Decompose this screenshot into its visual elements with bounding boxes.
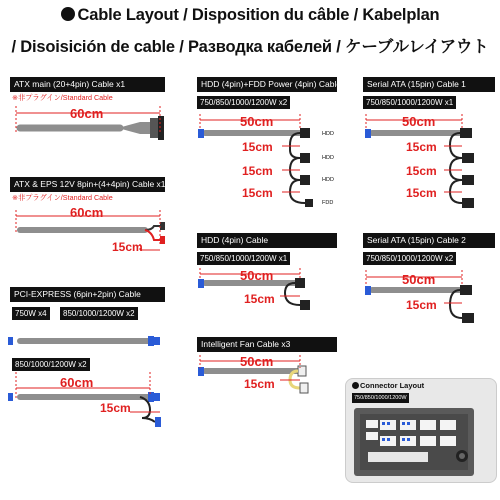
atx-main-length: 60cm bbox=[70, 106, 104, 121]
pcie-header: PCI-EXPRESS (6pin+2pin) Cable bbox=[10, 287, 165, 301]
page-title-line2: / Disoisición de cable / Разводка кабелей / ケーブルレイアウト bbox=[11, 38, 489, 56]
hdd-fdd-conn1-label: HDD bbox=[322, 131, 334, 137]
sata1-length-b2: 15cm bbox=[406, 164, 437, 178]
sata1-header: Serial ATA (15pin) Cable 1 bbox=[363, 77, 495, 91]
hdd-fdd-spec: 750/850/1000/1200W x2 bbox=[197, 96, 290, 109]
pcie-cable-1 bbox=[8, 336, 160, 346]
atx-main-underline bbox=[10, 91, 165, 92]
atx-eps-length-main: 60cm bbox=[70, 205, 104, 220]
sata1-underline bbox=[363, 91, 495, 92]
sata2-header: Serial ATA (15pin) Cable 2 bbox=[363, 233, 495, 247]
pcie-spec-850-a: 850/1000/1200W x2 bbox=[60, 307, 138, 320]
hdd-fdd-length-b2: 15cm bbox=[242, 164, 273, 178]
sata1-length-b1: 15cm bbox=[406, 140, 437, 154]
connector-layout-spec: 750/850/1000/1200W bbox=[354, 395, 407, 401]
atx-eps-header: ATX & EPS 12V 8pin+(4+4pin) Cable x1 bbox=[10, 177, 165, 191]
atx-main-header: ATX main (20+4pin) Cable x1 bbox=[10, 77, 165, 91]
sata2-underline bbox=[363, 247, 495, 248]
fan-length-branch: 15cm bbox=[244, 377, 275, 391]
pcie-length-main: 60cm bbox=[60, 375, 94, 390]
sata2-length-main: 50cm bbox=[402, 272, 436, 287]
fan-length-main: 50cm bbox=[240, 354, 274, 369]
atx-main-note: ※非プラグイン/Standard Cable bbox=[12, 93, 113, 102]
connector-layout-bullet-icon bbox=[352, 382, 359, 389]
pcie-spec-850-b: 850/1000/1200W x2 bbox=[12, 358, 90, 371]
sata1-length-b3: 15cm bbox=[406, 186, 437, 200]
hdd-fdd-conn3-label: HDD bbox=[322, 177, 334, 183]
sata2-spec: 750/850/1000/1200W x2 bbox=[363, 252, 456, 265]
pcie-spec-750: 750W x4 bbox=[12, 307, 50, 320]
hdd-fdd-length-b1: 15cm bbox=[242, 140, 273, 154]
fan-header: Intelligent Fan Cable x3 bbox=[197, 337, 337, 351]
hdd-fdd-length-b3: 15cm bbox=[242, 186, 273, 200]
hdd4-underline bbox=[197, 247, 337, 248]
hdd4-length-main: 50cm bbox=[240, 268, 274, 283]
fan-underline bbox=[197, 351, 337, 352]
sata1-length-main: 50cm bbox=[402, 114, 436, 129]
hdd4-header: HDD (4pin) Cable bbox=[197, 233, 337, 247]
sata2-length-branch: 15cm bbox=[406, 298, 437, 312]
atx-eps-length-branch: 15cm bbox=[112, 240, 143, 254]
hdd-fdd-header: HDD (4pin)+FDD Power (4pin) Cable bbox=[197, 77, 337, 91]
hdd-fdd-underline bbox=[197, 91, 337, 92]
hdd-fdd-conn2-label: HDD bbox=[322, 155, 334, 161]
connector-layout-title: Connector Layout bbox=[352, 381, 424, 390]
page-title-line1: Cable Layout / Disposition du câble / Kabelplan bbox=[0, 6, 500, 25]
pcie-underline bbox=[10, 301, 165, 302]
hdd4-length-branch: 15cm bbox=[244, 292, 275, 306]
hdd-fdd-length-main: 50cm bbox=[240, 114, 274, 129]
hdd-fdd-conn4-label: FDD bbox=[322, 200, 334, 206]
atx-eps-underline bbox=[10, 191, 165, 192]
sata1-spec: 750/850/1000/1200W x1 bbox=[363, 96, 456, 109]
pcie-length-branch: 15cm bbox=[100, 401, 131, 415]
hdd4-spec: 750/850/1000/1200W x1 bbox=[197, 252, 290, 265]
atx-eps-note: ※非プラグイン/Standard Cable bbox=[12, 193, 113, 202]
connector-layout-panel bbox=[354, 408, 474, 476]
